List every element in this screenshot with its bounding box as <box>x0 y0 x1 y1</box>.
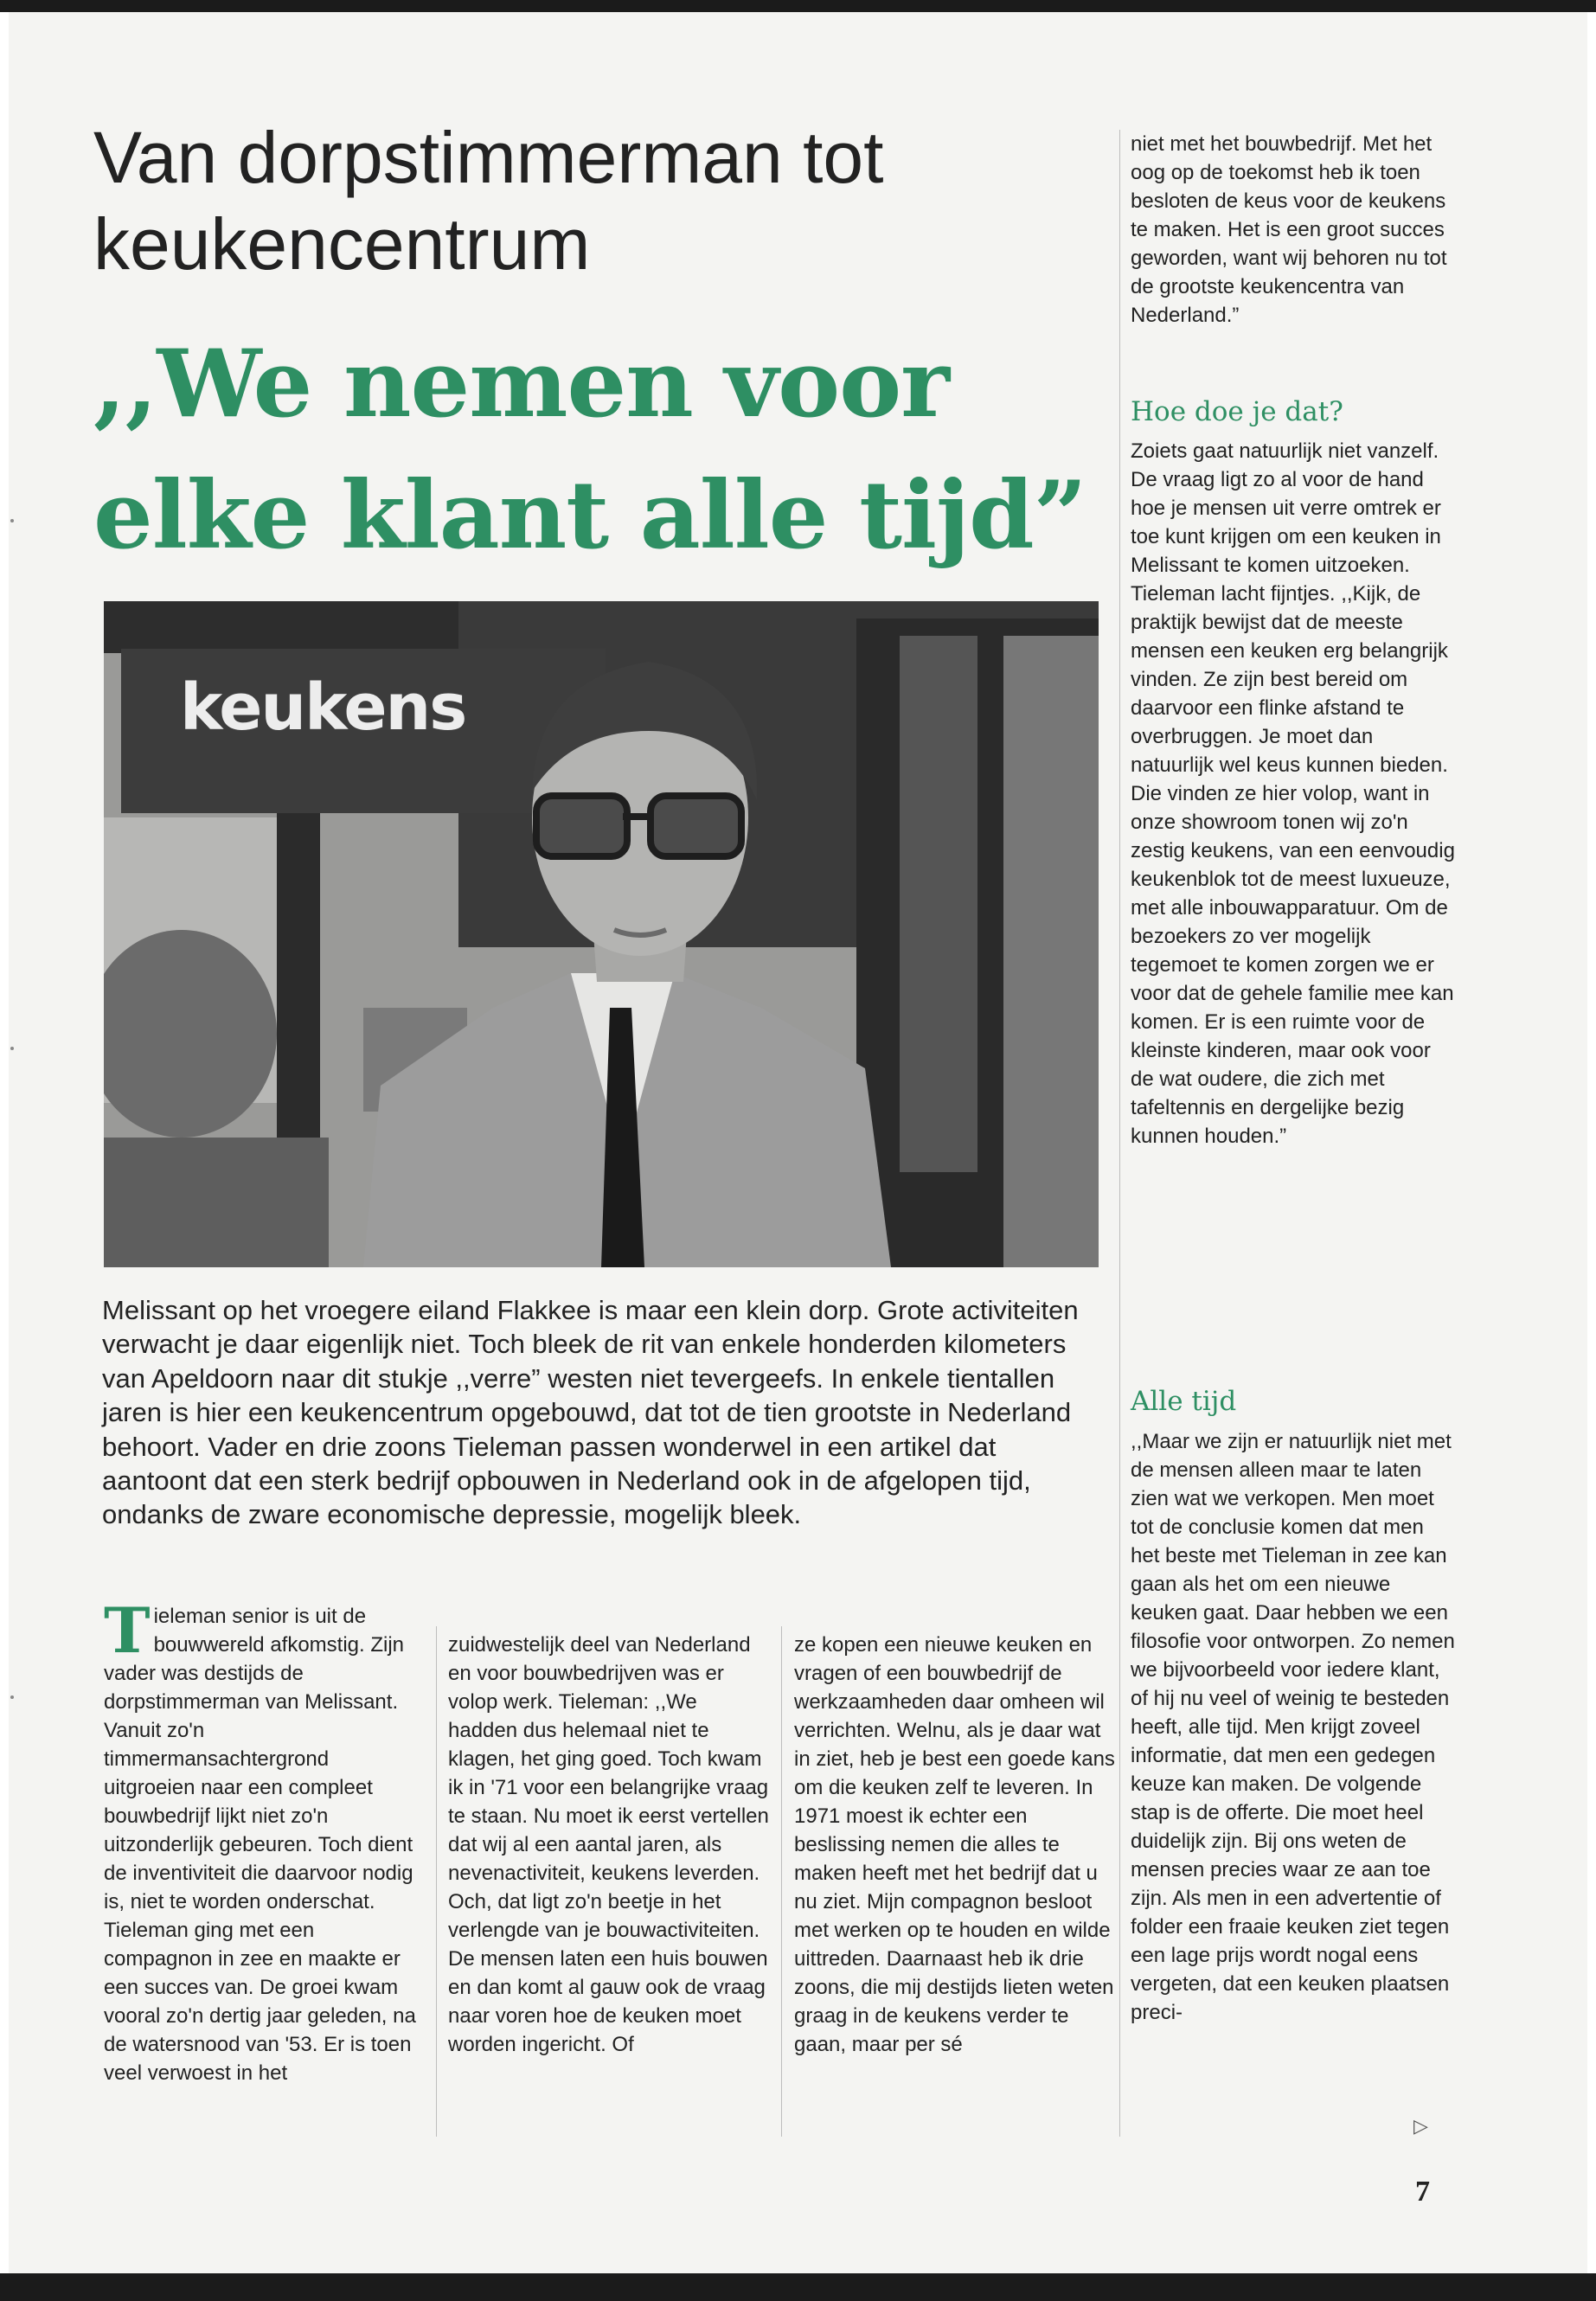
column-divider <box>1119 130 1120 2137</box>
headline-line-1: ,,We nemen voor <box>93 330 950 439</box>
margin-mark <box>10 519 14 522</box>
subhead-alle-tijd: Alle tijd <box>1131 1386 1237 1417</box>
body-column-1-text: ieleman senior is uit de bouwwereld afkomstig. Zijn vader was destijds de dorpstimmerman van Melissant. Vanuit zo'n timmermansachtergrond uitgroeien naar een compleet bouwbedrijf lijkt niet zo'n uitzonderlijk gebeuren. Toch dient de inventiviteit die daarvoor nodig is, niet te worden onderschat. Tieleman ging met een compagnon in zee en maakte er een succes van. De groei kwam vooral zo'n dertig jaar geleden, na de watersnood van '53. Er is toen veel verwoest in het <box>104 1605 416 2085</box>
body-column-3: ze kopen een nieuwe keuken en vragen of een bouwbedrijf de werkzaamheden daar omheen wil verrichten. Welnu, als je daar wat in ziet, heb je best een goede kans om die keuken zelf te leveren. In 1971 moest ik echter een beslissing nemen die alles te maken heeft met het bedrijf dat u nu ziet. Mijn compagnon besloot met werken op te houden en wilde uittreden. Daarnaast heb ik drie zoons, die mij destijds lieten weten graag in de keukens verder te gaan, maar per sé <box>794 1633 1115 2056</box>
continue-arrow-icon: ▷ <box>1413 2115 1428 2137</box>
side-column-bottom: ,,Maar we zijn er natuurlijk niet met de mensen alleen maar te laten zien wat we verkopen. Men moet tot de conclusie komen dat men het beste met Tieleman in zee kan gaan als het om een nieuwe keuken gaat. Daar hebben we een filosofie voor ontworpen. Zo nemen we bijvoorbeeld voor iedere klant, of hij nu veel of weinig te besteden heeft, alle tijd. Men krijgt zoveel informatie, dat men een gedegen keuze kan maken. De volgende stap is de offerte. Die moet heel duidelijk zijn. Bij ons weten de mensen precies waar ze aan toe zijn. Als men in een advertentie of folder een fraaie keuken ziet tegen een lage prijs wordt nogal eens vergeten, dat een keuken plaatsen preci- <box>1131 1430 1455 2024</box>
kicker-title <box>93 114 1010 287</box>
column-divider <box>436 1626 437 2137</box>
subhead-hoe-doe-je-dat: Hoe doe je dat? <box>1131 396 1343 427</box>
column-divider <box>781 1626 782 2137</box>
headline-line-2: elke klant alle tijd” <box>93 461 1086 570</box>
body-column-1 <box>104 1593 426 2087</box>
kicker-line-1: Van dorpstimmerman tot <box>93 117 884 198</box>
margin-mark <box>10 1047 14 1050</box>
intro-paragraph: Melissant op het vroegere eiland Flakkee is maar een klein dorp. Grote activiteiten verwacht je daar eigenlijk niet. Toch bleek de rit van enkele honderden kilometers van Apeldoorn naar dit stukje ,,verre” westen niet tevergeefs. In enkele tientallen jaren is hier een keukencentrum opgebouwd, dat tot de tien grootste in Nederland behoort. Vader en drie zoons Tieleman passen wonderwel in een artikel dat aantoont dat een sterk bedrijf opbouwen in Nederland ook in de afgelopen tijd, ondanks de zware economische depressie, mogelijk bleek. <box>102 1295 1079 1530</box>
side-column-middle: Zoiets gaat natuurlijk niet vanzelf. De vraag ligt zo al voor de hand hoe je mensen uit verre omtrek er toe kunt krijgen om een keuken in Melissant te komen uitzoeken. Tieleman lacht fijntjes. ,,Kijk, de praktijk bewijst dat de meeste mensen een keuken erg belangrijk vinden. Ze zijn best bereid om daarvoor een flinke afstand te overbruggen. Je moet dan natuurlijk wel keus kunnen bieden. Die vinden ze hier volop, want in onze showroom tonen wij zo'n zestig keukens, van een eenvoudig keukenblok tot de meest luxueuze, met alle inbouwapparatuur. Om de bezoekers zo ver mogelijk tegemoet te komen zorgen we er voor dat de gehele familie mee kan komen. Er is een ruimte voor de kleinste kinderen, maar ook voor de wat oudere, die zich met tafeltennis en dergelijke bezig kunnen houden.” <box>1131 439 1455 1148</box>
side-column-top: niet met het bouwbedrijf. Met het oog op de toekomst heb ik toen besloten de keus voor de keukens te maken. Het is een groot succes geworden, want wij behoren nu tot de grootste keukencentra van Nederland.” <box>1131 132 1447 327</box>
page-number: 7 <box>1415 2176 1430 2208</box>
bottom-scan-border <box>0 2273 1596 2301</box>
margin-mark <box>10 1695 14 1699</box>
headline <box>93 318 1088 581</box>
drop-cap: T <box>104 1593 151 1667</box>
keukens-sign-text: keukens <box>180 670 466 745</box>
top-scan-border <box>0 0 1596 12</box>
body-column-2: zuidwestelijk deel van Nederland en voor bouwbedrijven was er volop werk. Tieleman: ,,We hadden dus helemaal niet te klagen, het ging goed. Toch kwam ik in '71 voor een belangrijke vraag te staan. Nu moet ik eerst vertellen dat wij al een aantal jaren, als nevenactiviteit, keukens leverden. Och, dat ligt zo'n beetje in het verlengde van je bouwactiviteiten. De mensen laten een huis bouwen en dan komt al gauw ook de vraag naar voren hoe de keuken moet worden ingericht. Of <box>448 1633 769 2056</box>
portrait-photo <box>104 601 1099 1267</box>
kicker-line-2: keukencentrum <box>93 203 591 285</box>
